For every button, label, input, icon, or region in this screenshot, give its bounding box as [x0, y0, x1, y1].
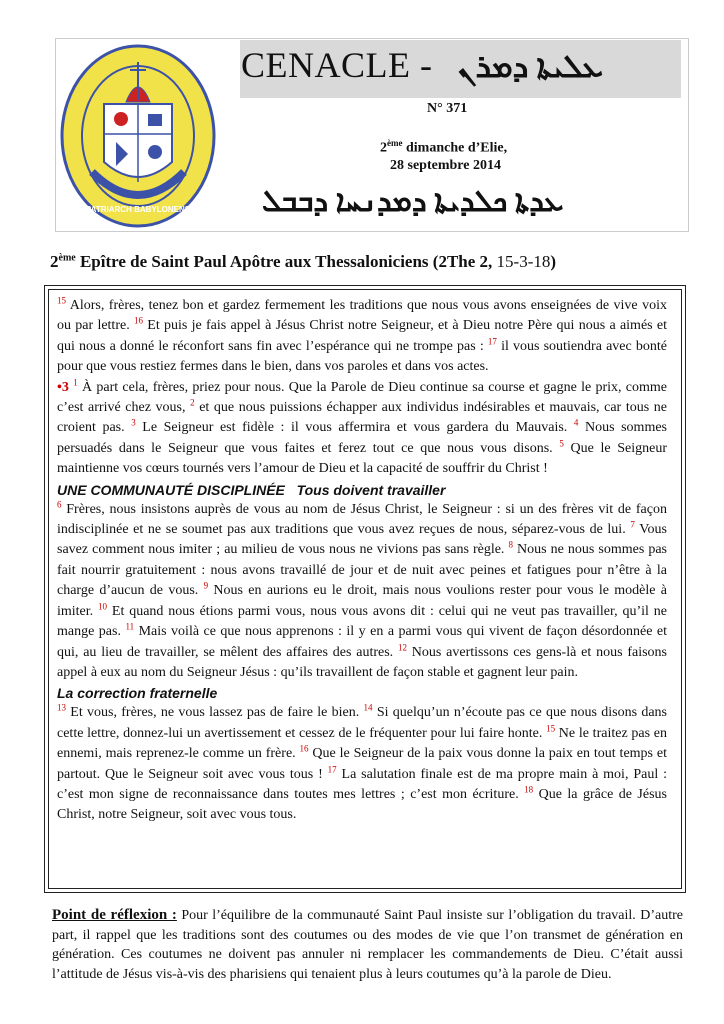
reading-paragraph: $^{13}$ Et vous, frères, ne vous lassez pas de faire le bien. $^{14}$ Si quelqu’un n’écoute pas ce que nous disons dans cette lettre, donnez-lui un avertissement et cessez de le fréquenter pour lui faire honte. $^{15}$ Ne le traitez pas en ennemi, mais reprenez-le comme un frère. $^{16}$ Que le Seigneur de la paix vous donne la paix en tout temps et partout. Que le Seigneur soit avec vous tous ! $^{17}$ La salutation finale est de ma propre main à moi, Paul : c’est mon signe de reconnaissance dans toutes mes lettres ; c’est mon écriture. $^{18}$ Que la grâce de Jésus Christ, notre Seigneur, soit avec vous tous.: [57, 702, 667, 823]
subheading-discipline: UNE COMMUNAUTÉ DISCIPLINÉE Tous doivent travailler: [57, 481, 446, 498]
subheading-correction: La correction fraternelle: [57, 685, 218, 702]
reading-heading: 2ème Epître de Saint Paul Apôtre aux Thessaloniciens (2The 2, 15-3-18): [50, 252, 557, 271]
newsletter-title: CENACLE -: [241, 45, 433, 85]
syriac-subtitle: ܥܕܬܐ ܟܠܕܝܬܐ ܕܡܕܢܚܐ ܕܒܒܠ: [262, 185, 564, 218]
date-line-1: 2ème dimanche d’Elie,: [380, 138, 508, 156]
reading-text: [57, 296, 667, 826]
reading-paragraph: $^{15}$ Alors, frères, tenez bon et gardez fermement les traditions que nous vous avons enseignées de vive voix ou par lettre. $^{16}$ Et puis je fais appel à Jésus Christ notre Seigneur, et à Dieu notre Père qui nous a aimés et qui nous a donné le réconfort sans fin avec l’espérance qui ne trompe pas : $^{17}$ il vous soutiendra avec bonté pour que vous restiez fermes dans le bien, dans vos paroles et dans vos actes.: [57, 295, 667, 375]
reading-paragraph: $^6$ Frères, nous insistons auprès de vous au nom de Jésus Christ, le Seigneur : si un des frères vit de façon indisciplinée et ne se soumet pas aux traditions que vous avez reçues de nous, séparez-vous de lui. $^7$ Vous savez comment nous imiter ; au milieu de vous nous ne vivions pas sans règle. $^8$ Nous ne nous sommes pas fait nourrir gratuitement : nous avons travaillé de jour et de nuit avec peines et fatigues pour n’être à la charge d’aucun de vous. $^9$ Nous en aurions eu le droit, mais nous voulions rester pour vous le modèle à imiter. $^{10}$ Et quand nous étions parmi vous, nous vous avons dit : celui qui ne veut pas travailler, qu’il ne mange pas. $^{11}$ Mais voilà ce que nous apprenons : il y en a parmi vous qui vivent de façon désordonnée et qui, au lieu de travailler, se mêlent des affaires des autres. $^{12}$ Nous avertissons ces gens-là et nous faisons appel à eux au nom du Seigneur Jésus : qu’ils travaillent de façon stable et gagnent leur pain.: [57, 499, 667, 680]
svg-text:PATRIARCH BABYLONENS: PATRIARCH BABYLONENS: [85, 205, 191, 214]
date-line-2: 28 septembre 2014: [390, 158, 501, 173]
syriac-title: ܥܠܝܬܐ ܕܡܪܢ: [458, 48, 604, 84]
reflection-text: Pour l’équilibre de la communauté Saint Paul insiste sur l’obligation du travail. D’autre part, il rappel que les traditions sont des coutumes ou des modes de vie que l’on transmet de génération en génération. Ces coutumes ne doivent pas annuler ni remplacer les commandements de Dieu. C’était aussi l’attitude de Jésus vis-à-vis des pharisiens qui tenaient plus à leurs coutumes qu’à la parole de Dieu.: [52, 908, 684, 982]
reflection-lead: Point de réflexion :: [52, 907, 177, 923]
patriarchal-seal-logo: [58, 42, 218, 230]
issue-number: N° 371: [427, 101, 468, 116]
reading-paragraph: •3 $^1$ À part cela, frères, priez pour nous. Que la Parole de Dieu continue sa course et gagne le prix, comme c’est arrivé chez vous, $^2$ et que nous puissions échapper aux individus indésirables et mauvais, car tous ne croient pas. $^3$ Le Seigneur est fidèle : il vous affermira et vous gardera du Mauvais. $^4$ Nous sommes persuadés dans le Seigneur que vous faites et ferez tout ce que nous vous disons. $^5$ Que le Seigneur maintienne vos cœurs tournés vers l’amour de Dieu et la capacité de souffrir du Christ !: [57, 376, 668, 477]
reflection-paragraph: [52, 906, 683, 984]
